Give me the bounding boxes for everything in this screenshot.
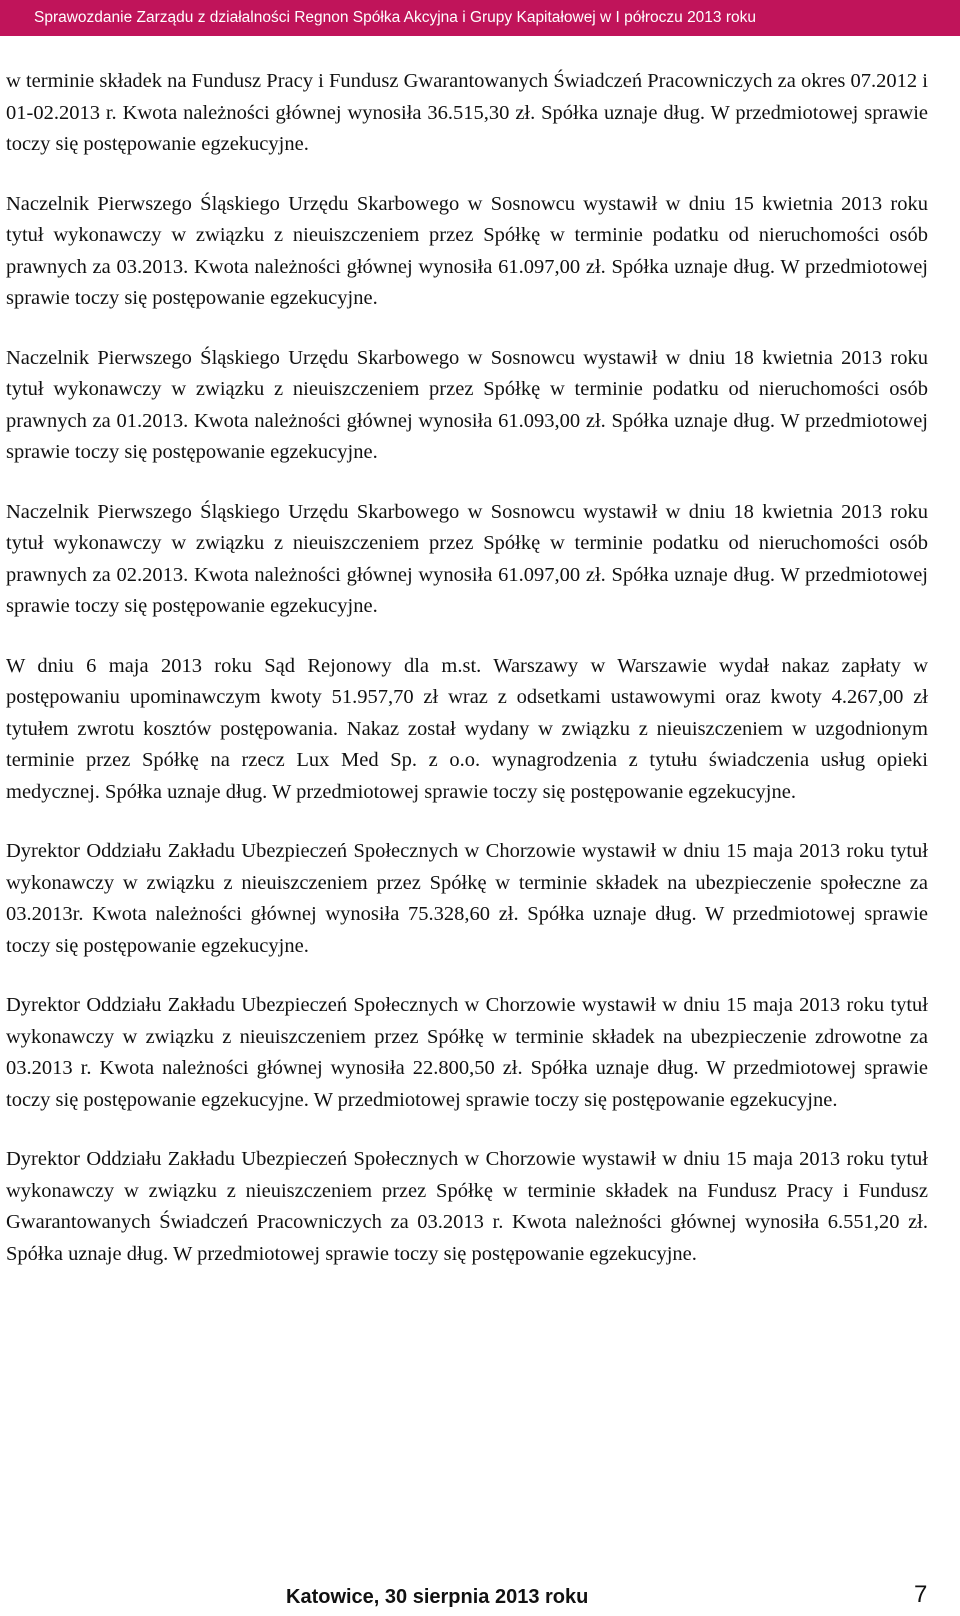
document-body (6, 66, 928, 1298)
page-header (0, 0, 960, 36)
paragraph-7: Dyrektor Oddziału Zakładu Ubezpieczeń Społecznych w Chorzowie wystawił w dniu 15 maja 2013 roku tytuł wykonawczy w związku z nieuiszczeniem przez Spółkę w terminie składek na ubezpieczenie zdrowotne za 03.2013 r. Kwota należności głównej wynosiła 22.800,50 zł. Spółka uznaje dług. W przedmiotowej sprawie toczy się postępowanie egzekucyjne. W przedmiotowej sprawie toczy się postępowanie egzekucyjne. (6, 994, 928, 1111)
header-title: Sprawozdanie Zarządu z działalności Regnon Spółka Akcyjna i Grupy Kapitałowej w I półroczu 2013 roku (34, 9, 757, 26)
page-number: 7 (914, 1581, 928, 1608)
paragraph-3: Naczelnik Pierwszego Śląskiego Urzędu Skarbowego w Sosnowcu wystawił w dniu 18 kwietnia 2013 roku tytuł wykonawczy w związku z nieuiszczeniem przez Spółkę w terminie podatku od nieruchomości osób prawnych za 01.2013. Kwota należności głównej wynosiła 61.093,00 zł. Spółka uznaje dług. W przedmiotowej sprawie toczy się postępowanie egzekucyjne. (6, 346, 928, 463)
paragraph-2: Naczelnik Pierwszego Śląskiego Urzędu Skarbowego w Sosnowcu wystawił w dniu 15 kwietnia 2013 roku tytuł wykonawczy w związku z nieuiszczeniem przez Spółkę w terminie podatku od nieruchomości osób prawnych za 03.2013. Kwota należności głównej wynosiła 61.097,00 zł. Spółka uznaje dług. W przedmiotowej sprawie toczy się postępowanie egzekucyjne. (6, 192, 928, 309)
paragraph-5: W dniu 6 maja 2013 roku Sąd Rejonowy dla m.st. Warszawy w Warszawie wydał nakaz zapłaty w postępowaniu upominawczym kwoty 51.957,70 zł wraz z odsetkami ustawowymi oraz kwoty 4.267,00 zł tytułem zwrotu kosztów postępowania. Nakaz został wydany w związku z nieuiszczeniem w uzgodnionym terminie przez Spółkę na rzecz Lux Med Sp. z o.o. wynagrodzenia z tytułu świadczenia usług opieki medycznej. Spółka uznaje dług. W przedmiotowej sprawie toczy się postępowanie egzekucyjne. (6, 654, 928, 803)
paragraph-8: Dyrektor Oddziału Zakładu Ubezpieczeń Społecznych w Chorzowie wystawił w dniu 15 maja 2013 roku tytuł wykonawczy w związku z nieuiszczeniem przez Spółkę w terminie składek na Fundusz Pracy i Fundusz Gwarantowanych Świadczeń Pracowniczych za 03.2013 r. Kwota należności głównej wynosiła 6.551,20 zł. Spółka uznaje dług. W przedmiotowej sprawie toczy się postępowanie egzekucyjne. (6, 1148, 928, 1265)
paragraph-4: Naczelnik Pierwszego Śląskiego Urzędu Skarbowego w Sosnowcu wystawił w dniu 18 kwietnia 2013 roku tytuł wykonawczy w związku z nieuiszczeniem przez Spółkę w terminie podatku od nieruchomości osób prawnych za 02.2013. Kwota należności głównej wynosiła 61.097,00 zł. Spółka uznaje dług. W przedmiotowej sprawie toczy się postępowanie egzekucyjne. (6, 500, 928, 617)
footer-date: Katowice, 30 sierpnia 2013 roku (286, 1586, 589, 1608)
paragraph-6: Dyrektor Oddziału Zakładu Ubezpieczeń Społecznych w Chorzowie wystawił w dniu 15 maja 2013 roku tytuł wykonawczy w związku z nieuiszczeniem przez Spółkę w terminie składek na ubezpieczenie społeczne za 03.2013r. Kwota należności głównej wynosiła 75.328,60 zł. Spółka uznaje dług. W przedmiotowej sprawie toczy się postępowanie egzekucyjne. (6, 840, 928, 957)
paragraph-1: w terminie składek na Fundusz Pracy i Fundusz Gwarantowanych Świadczeń Pracowniczych za okres 07.2012 i 01-02.2013 r. Kwota należności głównej wynosiła 36.515,30 zł. Spółka uznaje dług. W przedmiotowej sprawie toczy się postępowanie egzekucyjne. (6, 70, 928, 155)
